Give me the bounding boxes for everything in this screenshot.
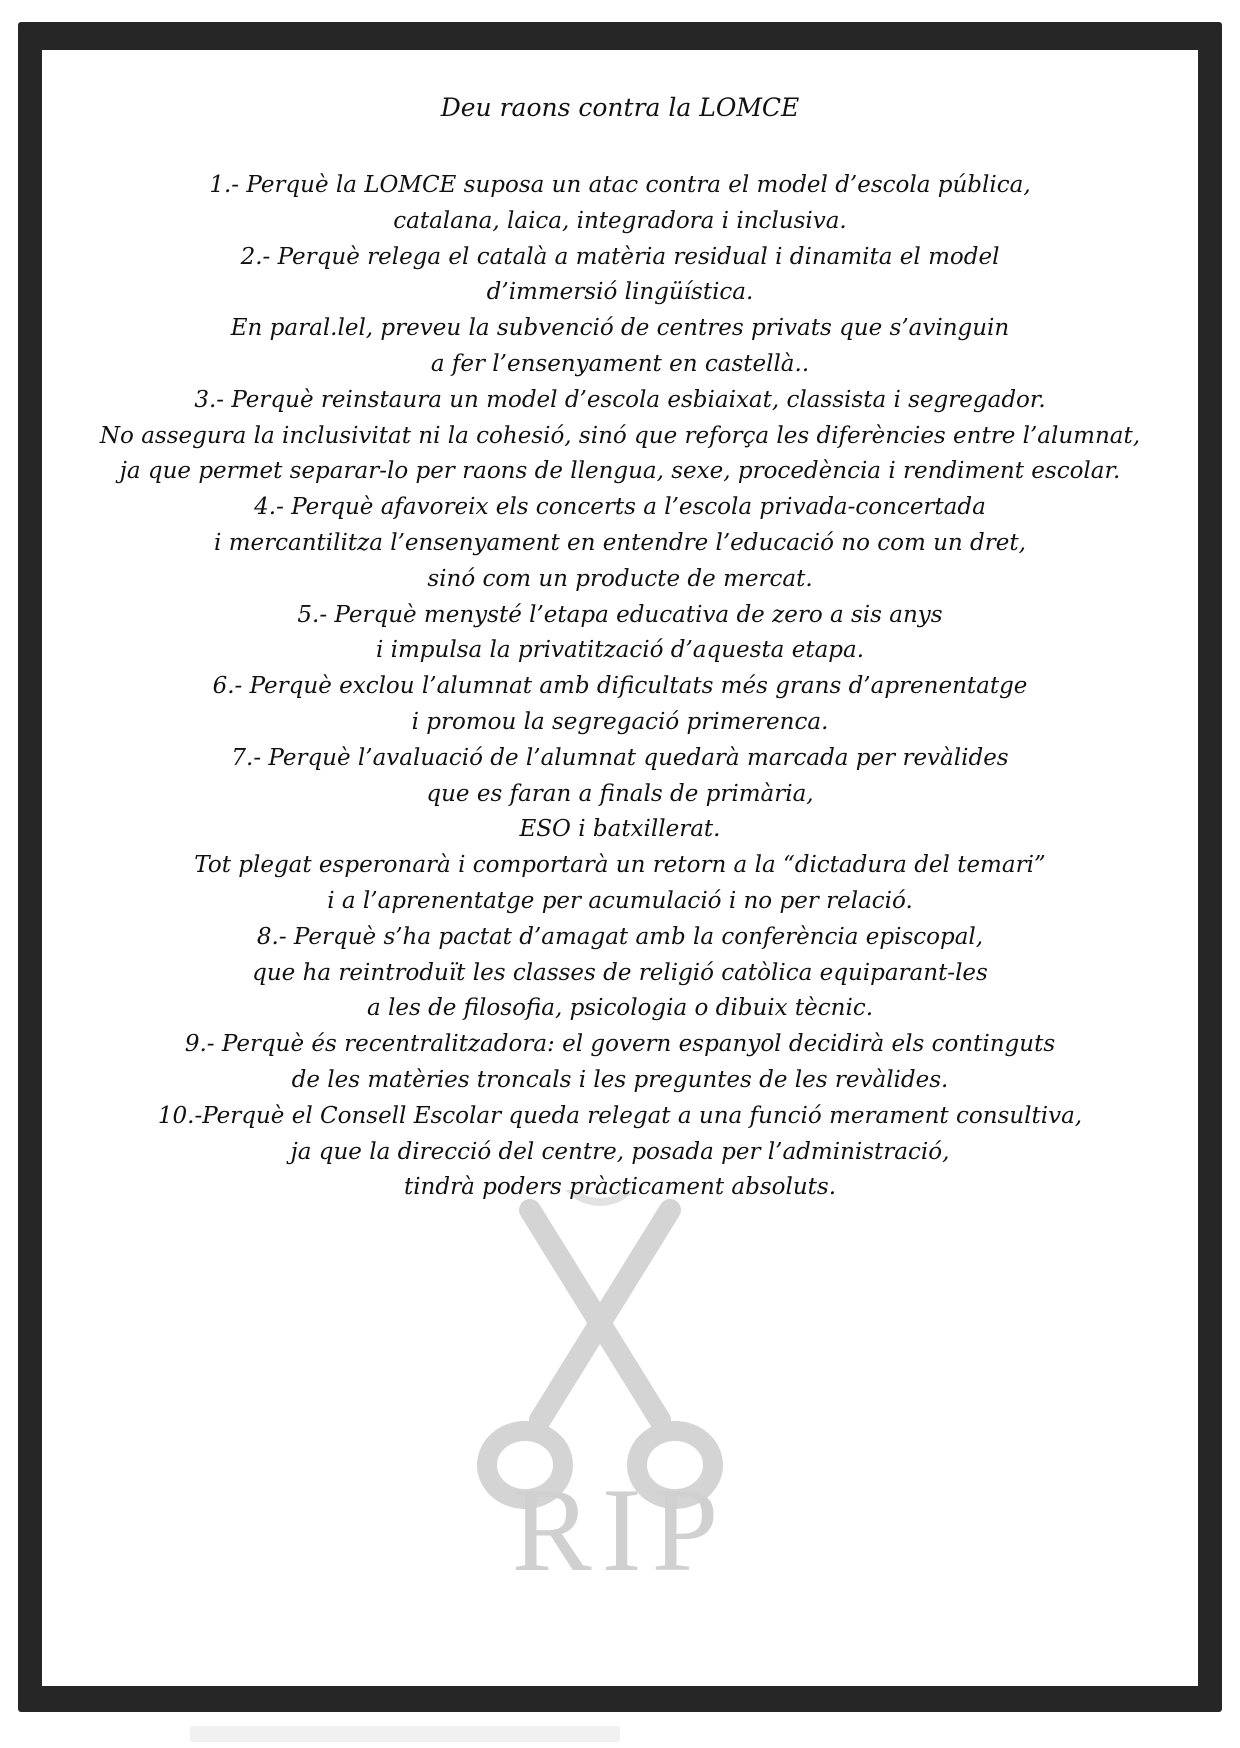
document-line: 3.- Perquè reinstaura un model d’escola esbiaixat, classista i segregador. xyxy=(194,386,1046,413)
document-line: En paral.lel, preveu la subvenció de centres privats que s’avinguin xyxy=(230,315,1010,342)
document-line: 5.- Perquè menysté l’etapa educativa de zero a sis anys xyxy=(297,601,943,628)
document-line: 9.- Perquè és recentralitzadora: el govern espanyol decidirà els continguts xyxy=(184,1031,1056,1058)
document-line: 2.- Perquè relega el català a matèria residual i dinamita el model xyxy=(240,243,1000,270)
document-line: tindrà poders pràcticament absoluts. xyxy=(403,1174,837,1201)
document-title: Deu raons contra la LOMCE xyxy=(440,93,800,122)
document-line: a fer l’ensenyament en castellà.. xyxy=(430,350,810,377)
document-line: a les de filosofia, psicologia o dibuix tècnic. xyxy=(366,995,874,1022)
document-line: sinó com un producte de mercat. xyxy=(427,565,813,592)
document-line: ja que la direcció del centre, posada per l’administració, xyxy=(290,1138,950,1165)
document-line: i impulsa la privatització d’aquesta etapa. xyxy=(375,637,865,664)
document-line: d’immersió lingüística. xyxy=(486,279,754,306)
bleed-through-text xyxy=(190,1726,620,1742)
document-line: i a l’aprenentatge per acumulació i no per relació. xyxy=(327,887,913,914)
document-line: ja que permet separar-lo per raons de llengua, sexe, procedència i rendiment escolar. xyxy=(119,458,1121,485)
document-line: 6.- Perquè exclou l’alumnat amb dificultats més grans d’aprenentatge xyxy=(212,673,1028,700)
document-line: No assegura la inclusivitat ni la cohesió, sinó que reforça les diferències entre l’alumnat, xyxy=(99,422,1141,449)
document-line: 8.- Perquè s’ha pactat d’amagat amb la conferència episcopal, xyxy=(256,923,984,950)
document-line: que es faran a finals de primària, xyxy=(426,780,814,807)
document-line: que ha reintroduït les classes de religió catòlica equiparant-les xyxy=(252,959,988,986)
document-content xyxy=(50,88,1190,1206)
document-line: i mercantilitza l’ensenyament en entendre l’educació no com un dret, xyxy=(214,529,1026,556)
rip-watermark-text: RIP xyxy=(511,1463,729,1596)
document-line: catalana, laica, integradora i inclusiva. xyxy=(393,207,847,234)
reasons-list xyxy=(50,168,1190,1206)
document-line: de les matèries troncals i les preguntes de les revàlides. xyxy=(291,1066,949,1093)
document-line: 1.- Perquè la LOMCE suposa un atac contra el model d’escola pública, xyxy=(209,172,1031,198)
document-line: 4.- Perquè afavoreix els concerts a l’escola privada-concertada xyxy=(254,494,986,521)
document-line: ESO i batxillerat. xyxy=(519,816,721,843)
document-line: Tot plegat esperonarà i comportarà un retorn a la “dictadura del temari” xyxy=(194,852,1046,879)
document-line: 10.-Perquè el Consell Escolar queda relegat a una funció merament consultiva, xyxy=(157,1102,1083,1129)
document-line: 7.- Perquè l’avaluació de l’alumnat quedarà marcada per revàlides xyxy=(231,744,1009,771)
document-line: i promou la segregació primerenca. xyxy=(411,708,829,735)
